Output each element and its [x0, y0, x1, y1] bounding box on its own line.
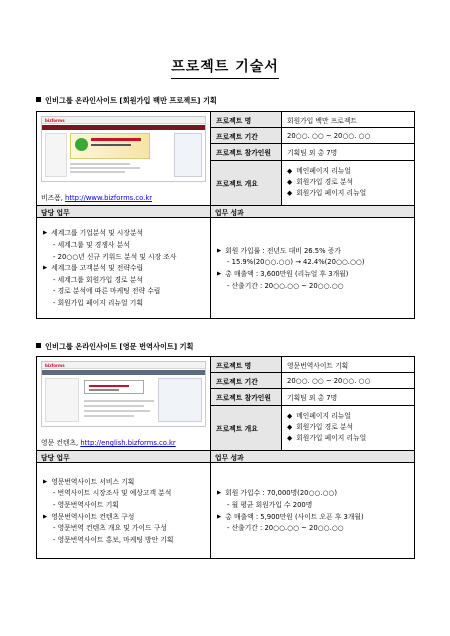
duty-sub-item: - 세계그룹 회원가입 경로 분석: [53, 275, 143, 284]
duty-cell: [37, 463, 211, 559]
result-bullet-item: ▶ 회원 가입수 : 70,000명(20○○.○○): [217, 488, 408, 500]
result-header: 업무 성과: [211, 206, 415, 218]
project-1-site-screenshot: bizforms: [41, 116, 206, 182]
project-2-table: [36, 356, 415, 559]
overview-item: ◆ 회원가입 페이지 리뉴얼: [287, 188, 414, 199]
overview-item: ◆ 회원가입 페이지 리뉴얼: [287, 433, 414, 444]
overview-cell: [282, 160, 415, 205]
overview-item: ◆ 회원가입 경로 분석: [287, 177, 414, 188]
duty-bullet-item: ▶ 영문번역사이트 컨텐츠 구성: [43, 512, 204, 524]
square-bullet-icon: [36, 97, 41, 102]
duty-bullet-item: ▶ 세계그룹 기업분석 및 시장분석: [43, 228, 204, 240]
overview-item: ◆ 메인페이지 리뉴얼: [287, 411, 414, 422]
info-label: 프로젝트 기간: [211, 373, 282, 389]
project-1-table: [36, 111, 415, 319]
duty-cell: [37, 218, 211, 319]
duty-sub-item: - 영문번역사이트 기획: [53, 500, 119, 509]
duty-sub-item: - 회원가입 페이지 리뉴얼 기획: [53, 298, 143, 307]
project-2-site-link[interactable]: http://english.bizforms.co.kr: [80, 439, 176, 447]
project-2-heading: 인비그룹 온라인사이트 [영문 번역사이트] 기획: [36, 342, 194, 352]
result-sub-item: - 월 평균 회원가입 수 200명: [227, 500, 313, 509]
duty-bullet-item: ▶ 영문번역사이트 서비스 기획: [43, 477, 204, 489]
info-value: 20○○. ○○ ~ 20○○. ○○: [282, 373, 415, 389]
duty-header: 담당 업무: [37, 451, 211, 463]
result-cell: [211, 218, 415, 319]
document-title: 프로젝트 기술서: [0, 56, 450, 79]
info-value: 20○○. ○○ ~ 20○○. ○○: [282, 128, 415, 144]
result-sub-item: - 산출기간 : 20○○.○○ ~ 20○○.○○: [227, 281, 344, 290]
project-1-caption: 비즈폼, http://www.bizforms.co.kr: [41, 194, 153, 202]
project-1-site-link[interactable]: http://www.bizforms.co.kr: [65, 194, 153, 202]
duty-sub-item: - 경로 분석에 따른 마케팅 전략 수립: [53, 287, 161, 296]
duty-sub-item: - 20○○년 신규 키워드 분석 및 시장 조사: [53, 252, 177, 261]
info-label: 프로젝트 참가인원: [211, 144, 282, 160]
info-label: 프로젝트 개요: [211, 405, 282, 450]
duty-header: 담당 업무: [37, 206, 211, 218]
info-value: 회원가입 백만 프로젝트: [282, 112, 415, 128]
result-bullet-item: ▶ 총 매출액 : 5,900만원 (사이트 오픈 후 3개월): [217, 512, 408, 524]
overview-item: ◆ 회원가입 경로 분석: [287, 422, 414, 433]
info-label: 프로젝트 참가인원: [211, 389, 282, 405]
result-header: 업무 성과: [211, 451, 415, 463]
duty-sub-item: - 영문번역 컨텐츠 개요 및 가이드 구성: [53, 524, 167, 533]
duty-bullet-item: ▶ 세계그룹 고객분석 및 전략수립: [43, 263, 204, 275]
info-label: 프로젝트 개요: [211, 160, 282, 205]
result-sub-item: - 15.9%(20○○.○○) → 42.4%(20○○.○○): [227, 258, 365, 267]
result-bullet-item: ▶ 회원 가입률 : 전년도 대비 26.5% 증가: [217, 246, 408, 258]
overview-item: ◆ 메인페이지 리뉴얼: [287, 166, 414, 177]
info-value: 기획팀 외 총 7명: [282, 144, 415, 160]
duty-sub-item: - 번역사이트 시장조사 및 예상고객 분석: [53, 489, 172, 498]
project-2-site-screenshot: bizforms: [41, 361, 206, 427]
info-label: 프로젝트 명: [211, 357, 282, 373]
overview-cell: [282, 405, 415, 450]
info-value: 기획팀 외 총 7명: [282, 389, 415, 405]
result-bullet-item: ▶ 총 매출액 : 3,600만원 (리뉴얼 후 3개월): [217, 269, 408, 281]
square-bullet-icon: [36, 343, 41, 348]
info-label: 프로젝트 명: [211, 112, 282, 128]
info-value: 영문번역사이트 기획: [282, 357, 415, 373]
duty-sub-item: - 세계그룹 및 경쟁사 분석: [53, 241, 130, 250]
info-label: 프로젝트 기간: [211, 128, 282, 144]
duty-sub-item: - 영문번역사이트 홍보, 마케팅 방안 기획: [53, 535, 174, 544]
project-2-caption: 영문 컨텐츠, http://english.bizforms.co.kr: [41, 439, 176, 447]
project-1-heading: 인비그룹 온라인사이트 [회원가입 백만 프로젝트] 기획: [36, 96, 217, 106]
result-sub-item: - 산출기간 : 20○○.○○ ~ 20○○.○○: [227, 524, 344, 533]
result-cell: [211, 463, 415, 559]
project-2-screenshot-cell: [37, 357, 211, 451]
project-1-screenshot-cell: [37, 112, 211, 206]
